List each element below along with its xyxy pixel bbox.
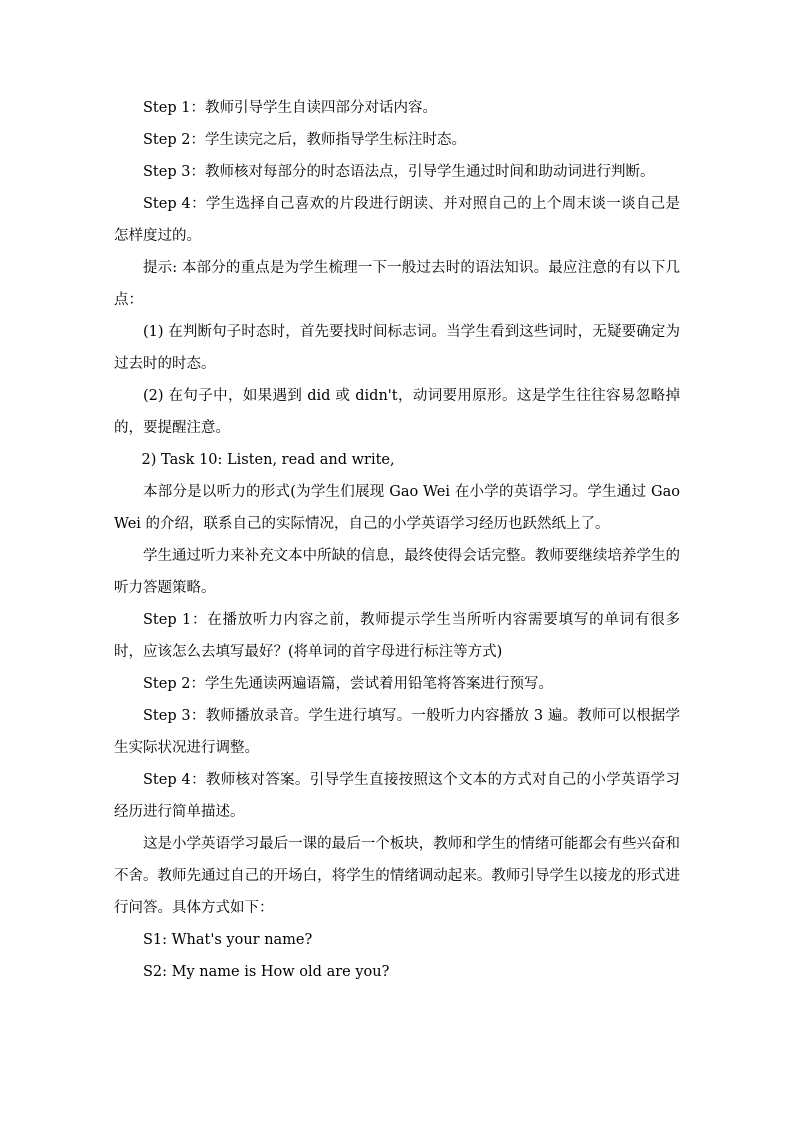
paragraph-step-1: Step 1：教师引导学生自读四部分对话内容。 — [143, 100, 437, 116]
paragraph-tip: 提示: 本部分的重点是为学生梳理一下一般过去时的语法知识。最应注意的有以下几点： — [114, 260, 680, 308]
paragraph-listen-step-4: Step 4：教师核对答案。引导学生直接按照这个文本的方式对自己的小学英语学习经历进行简单描述。 — [114, 772, 680, 820]
paragraph-listen-step-1: Step 1：在播放听力内容之前，教师提示学生当所听内容需要填写的单词有很多时，应该怎么去填写最好？(将单词的首字母进行标注等方式) — [114, 612, 680, 660]
paragraph-step-3: Step 3：教师核对每部分的时态语法点，引导学生通过时间和助动词进行判断。 — [143, 164, 655, 180]
paragraph-tip-point-2: (2) 在句子中，如果遇到 did 或 didn't，动词要用原形。这是学生往往容易忽略掉的，要提醒注意。 — [114, 388, 680, 436]
paragraph-tip-point-1: (1) 在判断句子时态时，首先要找时间标志词。当学生看到这些词时，无疑要确定为过去时的时态。 — [114, 324, 680, 372]
paragraph-final-section: 这是小学英语学习最后一课的最后一个板块，教师和学生的情绪可能都会有些兴奋和不舍。教师先通过自己的开场白，将学生的情绪调动起来。教师引导学生以接龙的形式进行问答。具体方式如下： — [114, 836, 680, 916]
paragraph-task-intro: 本部分是以听力的形式(为学生们展现 Gao Wei 在小学的英语学习。学生通过 Gao Wei 的介绍，联系自己的实际情况，自己的小学英语学习经历也跃然纸上了。 — [114, 484, 680, 532]
paragraph-step-2: Step 2：学生读完之后，教师指导学生标注时态。 — [143, 132, 466, 148]
section-heading-task-10: 2) Task 10: Listen, read and write, — [141, 452, 395, 468]
dialogue-line-s1: S1: What's your name? — [143, 932, 313, 948]
paragraph-step-4: Step 4：学生选择自己喜欢的片段进行朗读、并对照自己的上个周末谈一谈自己是怎样度过的。 — [114, 196, 680, 244]
paragraph-listen-step-3: Step 3：教师播放录音。学生进行填写。一般听力内容播放 3 遍。教师可以根据学生实际状况进行调整。 — [114, 708, 680, 756]
paragraph-listen-step-2: Step 2：学生先通读两遍语篇，尝试着用铅笔将答案进行预写。 — [143, 676, 553, 692]
dialogue-line-s2: S2: My name is How old are you? — [143, 964, 390, 980]
document-body — [114, 92, 680, 988]
paragraph-listening-strategy: 学生通过听力来补充文本中所缺的信息，最终使得会话完整。教师要继续培养学生的听力答题策略。 — [114, 548, 680, 596]
